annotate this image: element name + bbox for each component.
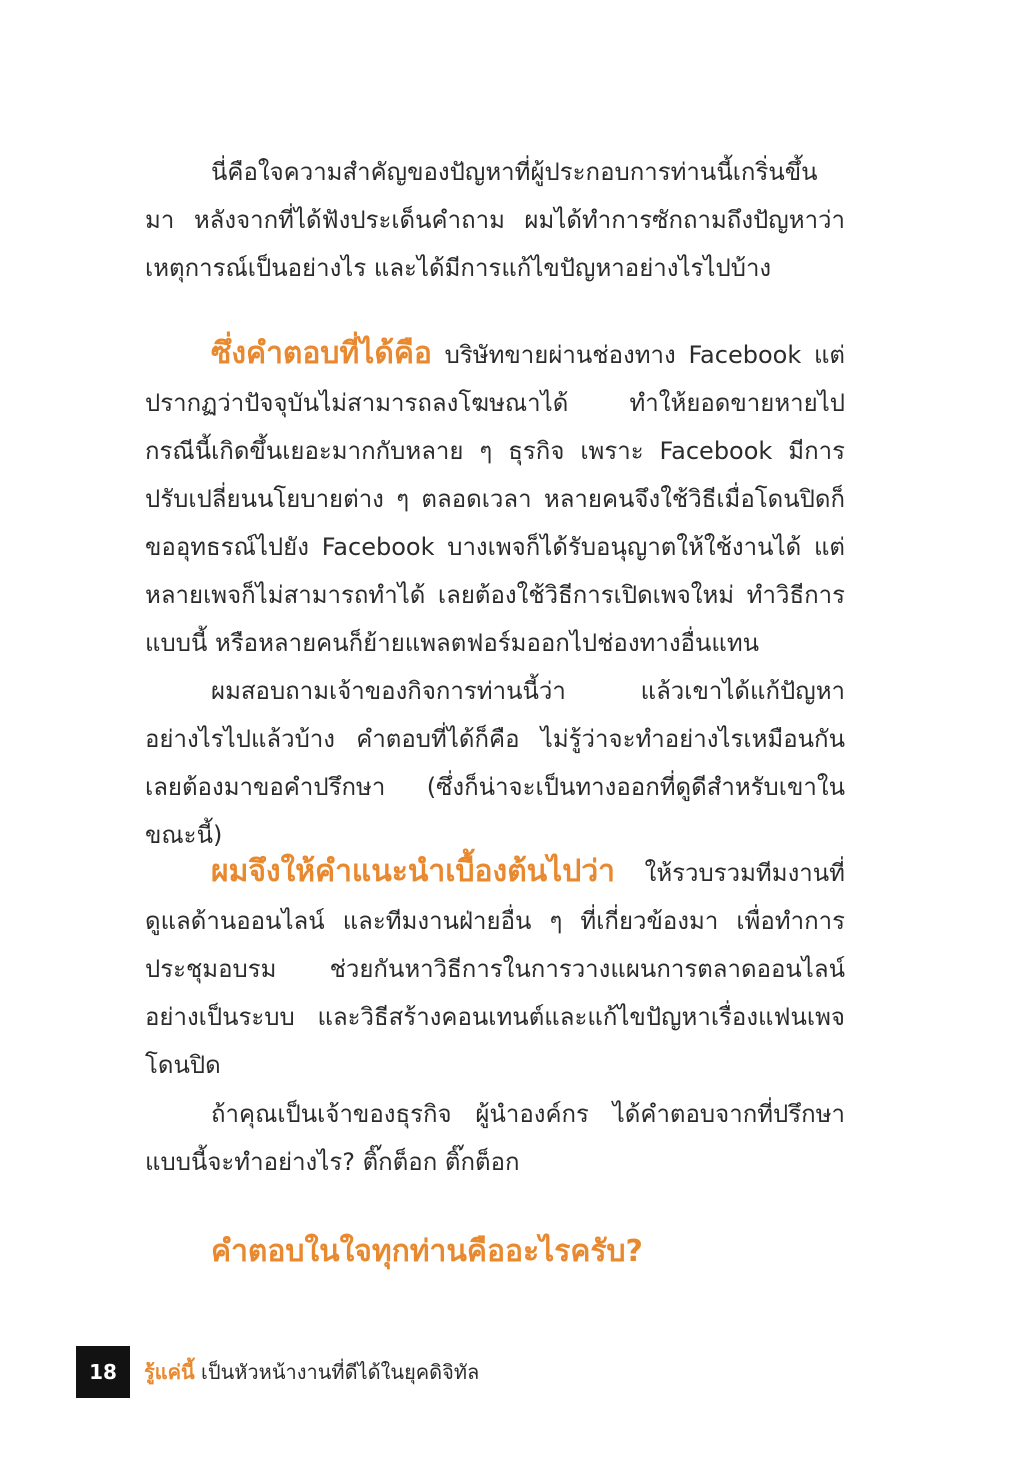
page-number: 18	[76, 1346, 130, 1398]
paragraph-question	[145, 1090, 845, 1186]
advice-text: ให้รวบรวมทีมงานที่ดูแลด้านออนไลน์ และทีมงานฝ่ายอื่น ๆ ที่เกี่ยวข้องมา เพื่อทำการประชุมอบรม ช่วยกันหาวิธีการในการวางแผนการตลาดออนไลน์อย่างเป็นระบบ และวิธีสร้างคอนเทนต์และแก้ไขปัญหาเรื่องแฟนเพจโดนปิด	[145, 859, 845, 1079]
paragraph-answer	[145, 330, 845, 859]
advice-highlight: ผมจึงให้คำแนะนำเบื้องต้นไปว่า	[211, 854, 616, 889]
paragraph-answer-body	[145, 330, 845, 667]
book-title-accent: รู้แค่นี้	[144, 1360, 195, 1384]
page-footer	[76, 1346, 479, 1398]
paragraph-intro	[145, 148, 845, 292]
book-title	[144, 1356, 479, 1388]
book-title-rest: เป็นหัวหน้างานที่ดีได้ในยุคดิจิทัล	[194, 1360, 480, 1384]
paragraph-advice-body	[145, 848, 845, 1089]
answer-highlight: ซึ่งคำตอบที่ได้คือ	[211, 336, 432, 371]
paragraph-answer-followup: ผมสอบถามเจ้าของกิจการท่านนี้ว่า แล้วเขาได้แก้ปัญหาอย่างไรไปแล้วบ้าง คำตอบที่ได้ก็คือ ไม่รู้ว่าจะทำอย่างไรเหมือนกัน เลยต้องมาขอคำปรึกษา (ซึ่งก็น่าจะเป็นทางออกที่ดูดีสำหรับเขาในขณะนี้)	[145, 677, 845, 849]
paragraph-intro-text: นี่คือใจความสำคัญของปัญหาที่ผู้ประกอบการท่านนี้เกริ่นขึ้นมา หลังจากที่ได้ฟังประเด็นคำถาม ผมได้ทำการซักถามถึงปัญหาว่า เหตุการณ์เป็นอย่างไร และได้มีการแก้ไขปัญหาอย่างไรไปบ้าง	[145, 158, 845, 282]
closing-heading: คำตอบในใจทุกท่านคืออะไรครับ?	[211, 1234, 643, 1269]
paragraph-question-text: ถ้าคุณเป็นเจ้าของธุรกิจ ผู้นำองค์กร ได้คำตอบจากที่ปรึกษาแบบนี้จะทำอย่างไร? ติ๊กต็อก ติ๊กต็อก	[145, 1100, 845, 1176]
answer-text: บริษัทขายผ่านช่องทาง Facebook แต่ปรากฏว่าปัจจุบันไม่สามารถลงโฆษณาได้ ทำให้ยอดขายหายไป กรณีนี้เกิดขึ้นเยอะมากกับหลาย ๆ ธุรกิจ เพราะ Facebook มีการปรับเปลี่ยนนโยบายต่าง ๆ ตลอดเวลา หลายคนจึงใช้วิธีเมื่อโดนปิดก็ขออุทธรณ์ไปยัง Facebook บางเพจก็ได้รับอนุญาตให้ใช้งานได้ แต่หลายเพจก็ไม่สามารถทำได้ เลยต้องใช้วิธีการเปิดเพจใหม่ ทำวิธีการแบบนี้ หรือหลายคนก็ย้ายแพลตฟอร์มออกไปช่องทางอื่นแทน	[145, 341, 845, 657]
paragraph-advice	[145, 848, 845, 1089]
